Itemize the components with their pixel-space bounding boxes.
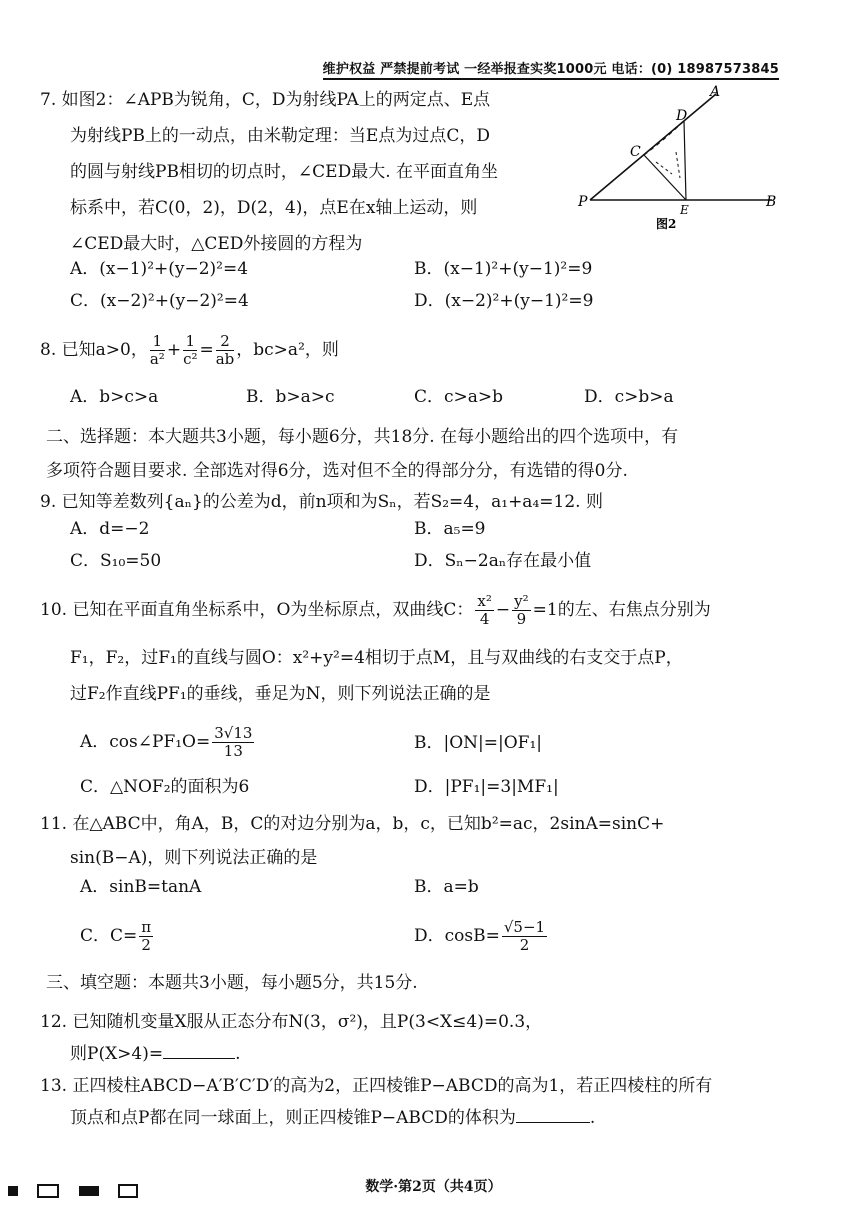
label-p: P [578, 194, 588, 210]
label-b: B [766, 194, 777, 210]
option-d: D．(x−2)²+(y−1)²=9 [414, 291, 594, 311]
question-text: 正四棱柱ABCD−A′B′C′D′的高为2，正四棱锥P−ABCD的高为1，若正四棱柱的所有 [72, 1076, 713, 1096]
numerator: x² [477, 592, 492, 610]
option-b: B．b>a>c [246, 387, 335, 407]
question-11-line-2: sin(B−A)，则下列说法正确的是 [70, 848, 318, 868]
question-text-line: 如图2：∠APB为锐角，C，D为射线PA上的两定点、E点 [61, 90, 491, 110]
question-13-line-2 [40, 1100, 595, 1136]
question-text: 则P(X>4)= [70, 1044, 164, 1064]
question-11 [40, 806, 664, 842]
label-c: C [630, 144, 641, 160]
question-10-line-2: F₁，F₂，过F₁的直线与圆O：x²+y²=4相切于点M，且与双曲线的右支交于点P， [70, 648, 683, 668]
question-text: ，bc>a²，则 [236, 340, 339, 360]
question-number: 10. [40, 600, 68, 620]
figure-2-diagram [576, 82, 786, 232]
segment-de [684, 121, 686, 200]
question-7-line-4: 标系中，若C(0，2)，D(2，4)，点E在x轴上运动，则 [70, 198, 478, 218]
option-d: D．Sₙ−2aₙ存在最小值 [414, 551, 592, 571]
option-a: A．d=−2 [70, 519, 150, 539]
denominator: 2 [519, 936, 530, 954]
page-footer: 数学·第2页（共4页） [365, 1179, 502, 1195]
option-c [80, 916, 155, 956]
question-text: 顶点和点P都在同一球面上，则正四棱锥P−ABCD的体积为 [70, 1108, 516, 1128]
question-text: 在△ABC中，角A，B，C的对边分别为a，b，c，已知b²=ac，2sinA=sinC+ [72, 814, 665, 834]
label-d: D [676, 108, 688, 124]
page-header-notice: 维护权益 严禁提前考试 一经举报查实奖1000元 电话：(0) 18987573845 [323, 58, 779, 80]
option-d: D．|PF₁|=3|MF₁| [414, 777, 559, 797]
question-number: 13. [40, 1076, 68, 1096]
question-text: 已知随机变量X服从正态分布N(3，σ²)，且P(3<X≤4)=0.3， [72, 1012, 543, 1032]
numerator: 1 [150, 333, 165, 351]
question-10 [40, 588, 711, 632]
option-d-text: D．cosB= [414, 926, 500, 946]
denominator: a² [149, 350, 165, 368]
fraction-2-over-ab [216, 333, 235, 368]
option-c: C．△NOF₂的面积为6 [80, 777, 250, 797]
option-a [80, 722, 256, 762]
question-number: 11. [40, 814, 68, 834]
question-number: 12. [40, 1012, 68, 1032]
question-text: 已知a>0， [61, 340, 148, 360]
question-7-line-5: ∠CED最大时，△CED外接圆的方程为 [70, 234, 363, 254]
fraction-1-over-a2 [150, 333, 165, 368]
question-number: 8. [40, 340, 57, 360]
fraction-y2-over-9 [512, 593, 531, 628]
question-8 [40, 328, 339, 372]
option-b: B．(x−1)²+(y−1)²=9 [414, 259, 593, 279]
fraction-1-over-c2 [183, 333, 197, 368]
option-c: C．S₁₀=50 [70, 551, 162, 571]
denominator: c² [183, 350, 198, 368]
dashed-radius [676, 152, 680, 178]
question-12 [40, 1004, 542, 1040]
period: . [235, 1044, 241, 1064]
numerator: 3√13 [214, 724, 253, 742]
option-a: A．b>c>a [70, 387, 159, 407]
ray-pa [590, 94, 716, 200]
question-7 [40, 82, 490, 118]
period: . [589, 1108, 596, 1128]
question-text: =1的左、右焦点分别为 [532, 600, 711, 620]
label-e: E [680, 203, 689, 217]
numerator: √5−1 [503, 918, 546, 936]
numerator: π [141, 918, 152, 936]
denominator: 13 [223, 742, 243, 760]
fraction-3sqrt13-over-13 [212, 725, 254, 760]
figure-caption: 图2 [656, 217, 677, 231]
question-13 [40, 1068, 712, 1104]
section-2-line-1: 二、选择题：本大题共3小题，每小题6分，共18分. 在每小题给出的四个选项中，有 [46, 427, 679, 447]
numerator: 2 [216, 333, 235, 351]
numerator: y² [514, 592, 529, 610]
dashed-radius [656, 162, 672, 174]
label-a: A [710, 84, 721, 100]
option-a: A．(x−1)²+(y−2)²=4 [70, 259, 249, 279]
operator: = [199, 340, 214, 360]
question-10-line-3: 过F₂作直线PF₁的垂线，垂足为N，则下列说法正确的是 [70, 684, 491, 704]
fraction-sqrt5-minus-1-over-2 [502, 919, 547, 954]
option-d [414, 916, 549, 956]
option-c: C．(x−2)²+(y−2)²=4 [70, 291, 249, 311]
question-number: 9. [40, 492, 57, 512]
question-7-line-3: 的圆与射线PB相切的切点时，∠CED最大. 在平面直角坐 [70, 162, 499, 182]
answer-blank[interactable] [163, 1040, 235, 1059]
fraction-pi-over-2 [139, 919, 153, 954]
question-7-line-2: 为射线PB上的一动点，由米勒定理：当E点为过点C，D [70, 126, 490, 146]
option-a-text: A．cos∠PF₁O= [80, 732, 211, 752]
option-b: B．|ON|=|OF₁| [414, 733, 543, 753]
section-2-line-2: 多项符合题目要求. 全部选对得6分，选对但不全的得部分分，有选错的得0分. [46, 461, 628, 481]
option-b: B．a₅=9 [414, 519, 486, 539]
denominator: 4 [479, 610, 490, 628]
operator: − [495, 600, 511, 620]
operator: + [166, 340, 182, 360]
option-c-text: C．C= [80, 926, 138, 946]
answer-blank[interactable] [516, 1104, 590, 1123]
fraction-x2-over-4 [475, 593, 493, 628]
numerator: 1 [183, 333, 197, 351]
question-number: 7. [40, 90, 57, 110]
denominator: ab [215, 350, 235, 368]
question-12-line-2 [40, 1036, 241, 1072]
section-3-instructions: 三、填空题：本题共3小题，每小题5分，共15分. [46, 973, 418, 993]
option-c: C．c>a>b [414, 387, 504, 407]
question-text: 已知等差数列{aₙ}的公差为d，前n项和为Sₙ，若S₂=4，a₁+a₄=12. 则 [61, 492, 603, 512]
option-d: D．c>b>a [584, 387, 674, 407]
option-b: B．a=b [414, 877, 479, 897]
denominator: 9 [516, 610, 527, 628]
question-text: 已知在平面直角坐标系中，O为坐标原点，双曲线C： [72, 600, 474, 620]
option-a: A．sinB=tanA [80, 877, 202, 897]
section-2-instructions [46, 420, 779, 488]
denominator: 2 [141, 936, 151, 954]
